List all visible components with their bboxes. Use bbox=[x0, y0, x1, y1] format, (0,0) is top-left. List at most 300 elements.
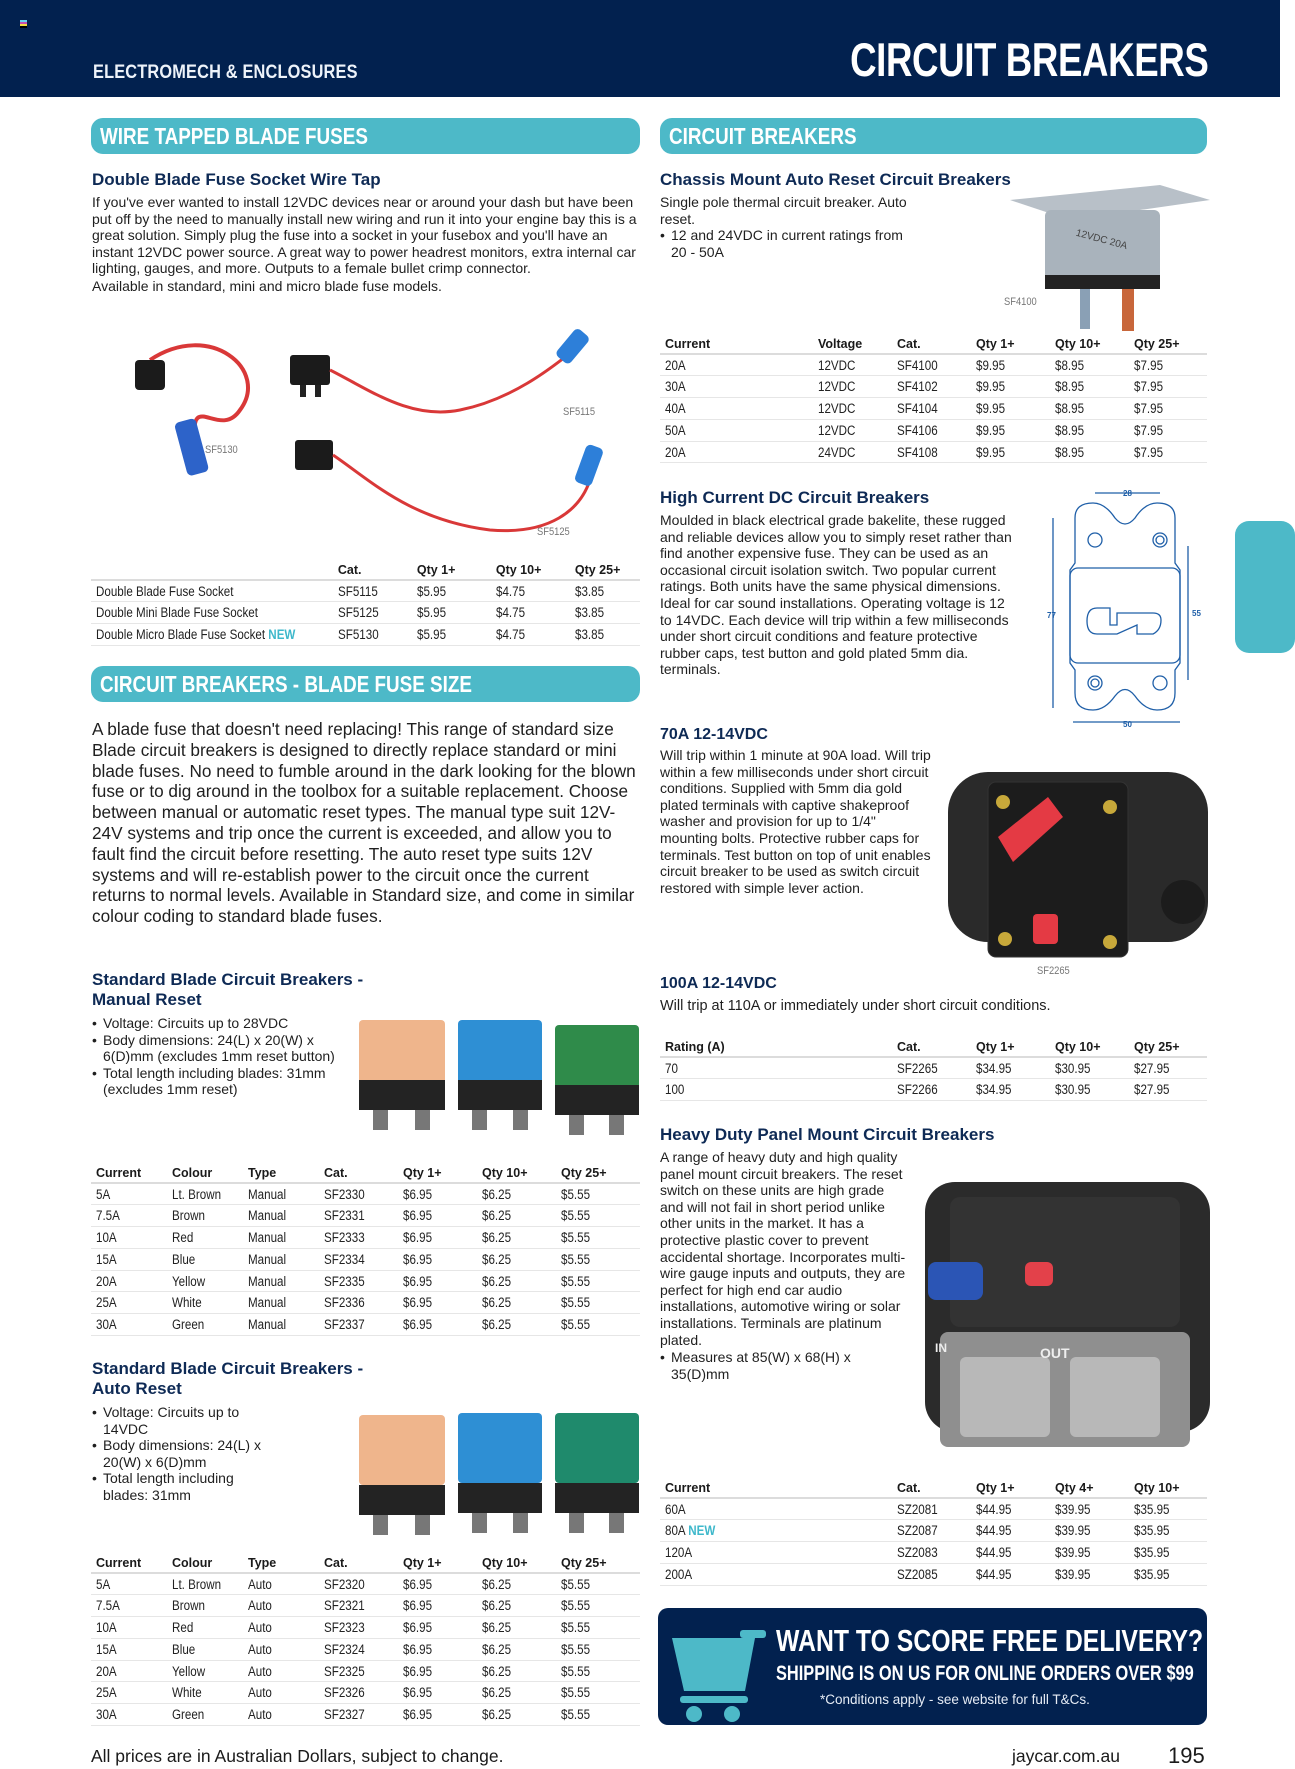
table-cell: Green bbox=[172, 1317, 205, 1333]
title-line: Auto Reset bbox=[92, 1379, 182, 1398]
blade-breakers-manual-image bbox=[355, 1015, 645, 1140]
banner-label: CIRCUIT BREAKERS bbox=[669, 123, 857, 149]
table-cell: Auto bbox=[248, 1619, 272, 1635]
table-row bbox=[660, 398, 1207, 420]
title-line: Manual Reset bbox=[92, 990, 202, 1009]
table-cell: Brown bbox=[172, 1208, 205, 1224]
table-cell: $6.95 bbox=[403, 1619, 433, 1635]
image-caption: SF5130 bbox=[205, 444, 238, 456]
variant-title: 70A 12-14VDC bbox=[660, 726, 768, 743]
table-cell: 12VDC bbox=[818, 379, 856, 395]
table-cell: $9.95 bbox=[976, 357, 1006, 373]
table-cell: $6.25 bbox=[482, 1251, 512, 1267]
table-cell: Manual bbox=[248, 1251, 287, 1267]
product-name: Double Mini Blade Fuse Socket bbox=[96, 605, 258, 621]
column-header: Qty 1+ bbox=[971, 1478, 1050, 1498]
spec-item: • Total length including blades: 31mm (excludes 1mm reset) bbox=[92, 1065, 352, 1098]
column-header: Qty 10+ bbox=[1050, 1037, 1129, 1057]
table-cell: $6.25 bbox=[482, 1576, 512, 1592]
table-cell: Manual bbox=[248, 1208, 287, 1224]
table-row bbox=[660, 354, 1207, 376]
table-cell: SF2334 bbox=[324, 1251, 365, 1267]
column-header: Type bbox=[243, 1553, 319, 1573]
table-row bbox=[91, 1227, 640, 1249]
product-name: Double Blade Fuse Socket bbox=[96, 583, 234, 599]
table-row bbox=[91, 1270, 640, 1292]
table-cell: 12VDC bbox=[818, 422, 856, 438]
table-cell: 12VDC bbox=[818, 357, 856, 373]
column-header: Current bbox=[660, 334, 813, 354]
price: $39.95 bbox=[1055, 1501, 1091, 1517]
title-line: Standard Blade Circuit Breakers - bbox=[92, 970, 364, 989]
page-title: CIRCUIT BREAKERS bbox=[849, 33, 1208, 86]
table-cell: SF4100 bbox=[897, 357, 938, 373]
spec-item: • 12 and 24VDC in current ratings from 20 - 50A bbox=[660, 227, 910, 260]
column-header: Colour bbox=[167, 1553, 243, 1573]
spec-list bbox=[92, 1404, 277, 1504]
table-cell: 10A bbox=[96, 1229, 117, 1245]
table-cell: Auto bbox=[248, 1685, 272, 1701]
table-cell: 5A bbox=[96, 1576, 111, 1592]
cat-number: SZ2085 bbox=[897, 1566, 938, 1582]
table-cell: $34.95 bbox=[976, 1060, 1012, 1076]
product-title: Heavy Duty Panel Mount Circuit Breakers bbox=[660, 1125, 995, 1144]
current-value: 120A bbox=[665, 1544, 693, 1560]
table-row bbox=[660, 1498, 1207, 1520]
table-row bbox=[91, 1595, 640, 1617]
column-header: Qty 10+ bbox=[477, 1163, 556, 1183]
table-cell: $6.95 bbox=[403, 1186, 433, 1202]
column-header: Qty 1+ bbox=[971, 334, 1050, 354]
table-cell: Lt. Brown bbox=[172, 1576, 222, 1592]
description-text: A range of heavy duty and high quality panel mount circuit breakers. The reset switch on these units are high grade and will not fail in short period unlike other units in the market. It has a protective plastic cover to prevent accidental shortage. Incorporates multi-wire gauge inputs and outputs, they are perfect for high end car audio installations, automotive wiring or solar installations. Terminals are platinum plated. bbox=[660, 1149, 906, 1348]
table-cell: 5A bbox=[96, 1186, 111, 1202]
color-registration-mark bbox=[20, 20, 27, 28]
table-cell: Auto bbox=[248, 1576, 272, 1592]
product-description bbox=[92, 194, 644, 295]
table-cell: SF2323 bbox=[324, 1619, 365, 1635]
section-side-tab bbox=[1235, 521, 1295, 653]
column-header: Qty 25+ bbox=[556, 1163, 640, 1183]
table-cell: $9.95 bbox=[976, 379, 1006, 395]
table-cell: Manual bbox=[248, 1295, 287, 1311]
price: $4.75 bbox=[495, 583, 525, 599]
column-header: Qty 25+ bbox=[570, 560, 640, 580]
table-cell: SF2325 bbox=[324, 1663, 365, 1679]
spec-item: • Voltage: Circuits up to 28VDC bbox=[92, 1015, 352, 1032]
column-header: Qty 1+ bbox=[398, 1163, 477, 1183]
table-cell: Red bbox=[172, 1619, 194, 1635]
table-cell: $5.55 bbox=[561, 1208, 591, 1224]
table-cell: $5.55 bbox=[561, 1186, 591, 1202]
table-row bbox=[91, 1617, 640, 1639]
current-value: 60A bbox=[665, 1501, 686, 1517]
svg-text:IN: IN bbox=[935, 1341, 947, 1355]
table-cell: 15A bbox=[96, 1251, 117, 1267]
table-cell: Auto bbox=[248, 1598, 272, 1614]
cat-number: SZ2087 bbox=[897, 1523, 938, 1539]
table-cell: 7.5A bbox=[96, 1598, 120, 1614]
table-row bbox=[660, 1057, 1207, 1079]
table-cell: $9.95 bbox=[976, 400, 1006, 416]
product-name: Double Micro Blade Fuse Socket bbox=[96, 626, 266, 642]
table-cell: Brown bbox=[172, 1598, 205, 1614]
table-cell: $5.55 bbox=[561, 1251, 591, 1267]
table-cell: $6.95 bbox=[403, 1707, 433, 1723]
column-header: Qty 1+ bbox=[412, 560, 491, 580]
table-row bbox=[660, 1079, 1207, 1101]
table-cell: 20A bbox=[665, 444, 686, 460]
table-cell: Blue bbox=[172, 1641, 196, 1657]
column-header: Current bbox=[660, 1478, 892, 1498]
table-cell: $6.95 bbox=[403, 1295, 433, 1311]
table-cell: 15A bbox=[96, 1641, 117, 1657]
image-caption: SF5115 bbox=[563, 406, 596, 418]
table-cell: $8.95 bbox=[1055, 400, 1085, 416]
column-header bbox=[91, 560, 333, 580]
table-cell: SF2333 bbox=[324, 1229, 365, 1245]
section-label: ELECTROMECH & ENCLOSURES bbox=[93, 62, 358, 83]
table-cell: SF2266 bbox=[897, 1082, 938, 1098]
table-cell: $6.25 bbox=[482, 1295, 512, 1311]
variant-title: 100A 12-14VDC bbox=[660, 975, 777, 992]
current-value: 80A bbox=[665, 1523, 686, 1539]
new-badge: NEW bbox=[688, 1523, 716, 1539]
high-current-breaker-image bbox=[938, 752, 1218, 962]
price: $39.95 bbox=[1055, 1523, 1091, 1539]
product-title: Chassis Mount Auto Reset Circuit Breakers bbox=[660, 170, 1011, 189]
table-cell: SF4104 bbox=[897, 400, 938, 416]
table-cell: $6.95 bbox=[403, 1229, 433, 1245]
table-cell: $6.25 bbox=[482, 1641, 512, 1657]
price-table-heavy-duty bbox=[660, 1478, 1207, 1586]
spec-item: • Body dimensions: 24(L) x 20(W) x 6(D)mm (excludes 1mm reset button) bbox=[92, 1032, 352, 1065]
table-cell: $5.55 bbox=[561, 1619, 591, 1635]
product-title: Double Blade Fuse Socket Wire Tap bbox=[92, 170, 381, 189]
table-cell: Yellow bbox=[172, 1273, 206, 1289]
website-link[interactable]: jaycar.com.au bbox=[1012, 1746, 1120, 1766]
table-cell: $6.95 bbox=[403, 1663, 433, 1679]
price: $35.95 bbox=[1134, 1523, 1170, 1539]
column-header: Qty 10+ bbox=[477, 1553, 556, 1573]
table-cell: $8.95 bbox=[1055, 379, 1085, 395]
table-cell: 50A bbox=[665, 422, 686, 438]
shopping-cart-icon bbox=[670, 1626, 770, 1716]
column-header: Colour bbox=[167, 1163, 243, 1183]
table-cell: $6.25 bbox=[482, 1707, 512, 1723]
table-row bbox=[91, 1248, 640, 1270]
image-caption: SF2265 bbox=[1037, 965, 1070, 977]
price: $3.85 bbox=[574, 583, 604, 599]
table-cell: $8.95 bbox=[1055, 357, 1085, 373]
table-cell: $5.55 bbox=[561, 1663, 591, 1679]
price: $44.95 bbox=[976, 1566, 1012, 1582]
table-cell: SF2265 bbox=[897, 1060, 938, 1076]
svg-text:28: 28 bbox=[1123, 489, 1132, 498]
price: $3.85 bbox=[574, 626, 604, 642]
table-cell: $6.95 bbox=[403, 1685, 433, 1701]
price-table-wire-tap bbox=[91, 560, 640, 646]
table-row bbox=[660, 419, 1207, 441]
table-cell: $6.95 bbox=[403, 1208, 433, 1224]
promo-headline: WANT TO SCORE FREE DELIVERY? bbox=[776, 1623, 1204, 1658]
table-row bbox=[91, 602, 640, 624]
table-cell: $30.95 bbox=[1055, 1082, 1091, 1098]
table-cell: SF2327 bbox=[324, 1707, 365, 1723]
table-row bbox=[91, 1292, 640, 1314]
price: $39.95 bbox=[1055, 1544, 1091, 1560]
column-header: Voltage bbox=[813, 334, 892, 354]
table-row bbox=[660, 1542, 1207, 1564]
table-cell: $5.55 bbox=[561, 1641, 591, 1657]
table-row bbox=[91, 1205, 640, 1227]
table-cell: $6.95 bbox=[403, 1317, 433, 1333]
table-cell: $6.25 bbox=[482, 1186, 512, 1202]
table-cell: SF2336 bbox=[324, 1295, 365, 1311]
table-row bbox=[91, 1682, 640, 1704]
table-cell: Green bbox=[172, 1707, 205, 1723]
price: $4.75 bbox=[495, 626, 525, 642]
table-cell: $8.95 bbox=[1055, 422, 1085, 438]
table-cell: SF4108 bbox=[897, 444, 938, 460]
spec-item: • Total length including blades: 31mm bbox=[92, 1470, 277, 1503]
table-cell: $6.95 bbox=[403, 1251, 433, 1267]
column-header: Current bbox=[91, 1163, 167, 1183]
svg-text:50: 50 bbox=[1123, 720, 1132, 729]
svg-text:55: 55 bbox=[1192, 609, 1201, 618]
table-cell: $5.55 bbox=[561, 1295, 591, 1311]
price: $35.95 bbox=[1134, 1544, 1170, 1560]
price: $39.95 bbox=[1055, 1566, 1091, 1582]
table-cell: $7.95 bbox=[1134, 444, 1164, 460]
banner-label: CIRCUIT BREAKERS - BLADE FUSE SIZE bbox=[100, 671, 472, 697]
table-row bbox=[91, 1573, 640, 1595]
table-cell: $6.25 bbox=[482, 1208, 512, 1224]
current-value: 200A bbox=[665, 1566, 693, 1582]
table-cell: $5.55 bbox=[561, 1317, 591, 1333]
table-cell: $5.55 bbox=[561, 1598, 591, 1614]
table-cell: Lt. Brown bbox=[172, 1186, 222, 1202]
promo-subheadline: SHIPPING IS ON US FOR ONLINE ORDERS OVER $99 bbox=[776, 1662, 1194, 1685]
price: $44.95 bbox=[976, 1523, 1012, 1539]
cat-number: SZ2083 bbox=[897, 1544, 938, 1560]
table-cell: Auto bbox=[248, 1663, 272, 1679]
heavy-duty-breaker-image bbox=[920, 1172, 1220, 1457]
spec-item: • Measures at 85(W) x 68(H) x 35(D)mm bbox=[660, 1349, 910, 1382]
product-title bbox=[92, 970, 363, 1010]
table-cell: White bbox=[172, 1295, 202, 1311]
price-table-high-current bbox=[660, 1037, 1207, 1101]
price: $44.95 bbox=[976, 1544, 1012, 1560]
table-cell: $30.95 bbox=[1055, 1060, 1091, 1076]
table-cell: $9.95 bbox=[976, 444, 1006, 460]
image-caption: SF4100 bbox=[1004, 296, 1037, 308]
table-cell: SF4102 bbox=[897, 379, 938, 395]
table-cell: $34.95 bbox=[976, 1082, 1012, 1098]
banner-wire-tapped bbox=[91, 118, 640, 154]
column-header: Qty 10+ bbox=[1050, 334, 1129, 354]
table-cell: 40A bbox=[665, 400, 686, 416]
table-cell: 70 bbox=[665, 1060, 678, 1076]
table-cell: SF2321 bbox=[324, 1598, 365, 1614]
table-cell: $6.95 bbox=[403, 1598, 433, 1614]
table-cell: $27.95 bbox=[1134, 1082, 1170, 1098]
column-header: Cat. bbox=[319, 1163, 398, 1183]
column-header: Qty 25+ bbox=[1129, 1037, 1207, 1057]
page-number: 195 bbox=[1168, 1743, 1205, 1768]
table-cell: $7.95 bbox=[1134, 357, 1164, 373]
table-cell: 10A bbox=[96, 1619, 117, 1635]
price: $35.95 bbox=[1134, 1566, 1170, 1582]
column-header: Rating (A) bbox=[660, 1037, 892, 1057]
dimension-diagram bbox=[1035, 488, 1201, 729]
spec-item: • Voltage: Circuits up to 14VDC bbox=[92, 1404, 277, 1437]
table-cell: Manual bbox=[248, 1186, 287, 1202]
spec-list bbox=[92, 1015, 352, 1098]
table-cell: $7.95 bbox=[1134, 400, 1164, 416]
table-row bbox=[91, 624, 640, 646]
table-cell: 20A bbox=[96, 1273, 117, 1289]
table-cell: White bbox=[172, 1685, 202, 1701]
table-cell: $6.25 bbox=[482, 1273, 512, 1289]
column-header: Qty 10+ bbox=[491, 560, 570, 580]
table-row bbox=[91, 1314, 640, 1336]
table-cell: $27.95 bbox=[1134, 1060, 1170, 1076]
svg-text:12VDC 20A: 12VDC 20A bbox=[1074, 227, 1129, 253]
cat-number: SF5115 bbox=[337, 583, 378, 599]
table-cell: 25A bbox=[96, 1295, 117, 1311]
column-header: Cat. bbox=[319, 1553, 398, 1573]
table-cell: Manual bbox=[248, 1229, 287, 1245]
blade-breakers-auto-image bbox=[355, 1410, 645, 1540]
table-row bbox=[91, 1704, 640, 1726]
availability-text: Available in standard, mini and micro blade fuse models. bbox=[92, 277, 442, 294]
table-cell: SF2320 bbox=[324, 1576, 365, 1592]
free-delivery-promo[interactable] bbox=[658, 1608, 1207, 1725]
table-cell: SF2335 bbox=[324, 1273, 365, 1289]
table-cell: Yellow bbox=[172, 1663, 206, 1679]
footer-note: All prices are in Australian Dollars, subject to change. bbox=[91, 1746, 504, 1766]
table-cell: $5.55 bbox=[561, 1273, 591, 1289]
table-cell: 30A bbox=[96, 1317, 117, 1333]
column-header: Qty 4+ bbox=[1050, 1478, 1129, 1498]
column-header: Cat. bbox=[892, 1478, 971, 1498]
price: $5.95 bbox=[416, 626, 446, 642]
promo-conditions: *Conditions apply - see website for full T&Cs. bbox=[820, 1692, 1090, 1707]
price: $3.85 bbox=[574, 605, 604, 621]
table-cell: $5.55 bbox=[561, 1685, 591, 1701]
table-cell: 25A bbox=[96, 1685, 117, 1701]
cat-number: SF5125 bbox=[337, 605, 379, 621]
product-title bbox=[92, 1359, 363, 1399]
table-cell: Manual bbox=[248, 1317, 287, 1333]
price-table-manual-reset bbox=[91, 1163, 640, 1336]
price: $44.95 bbox=[976, 1501, 1012, 1517]
table-cell: SF2326 bbox=[324, 1685, 365, 1701]
column-header: Qty 25+ bbox=[556, 1553, 640, 1573]
table-row bbox=[660, 1520, 1207, 1542]
price: $4.75 bbox=[495, 605, 525, 621]
fuse-wire-tap-image bbox=[110, 330, 630, 550]
table-cell: $7.95 bbox=[1134, 379, 1164, 395]
new-badge: NEW bbox=[268, 626, 296, 642]
price-table-auto-reset bbox=[91, 1553, 640, 1726]
banner-circuit-breakers bbox=[660, 118, 1207, 154]
column-header: Type bbox=[243, 1163, 319, 1183]
column-header: Qty 25+ bbox=[1129, 334, 1207, 354]
svg-text:OUT: OUT bbox=[1040, 1345, 1070, 1361]
table-row bbox=[660, 441, 1207, 463]
table-cell: 24VDC bbox=[818, 444, 856, 460]
table-cell: $8.95 bbox=[1055, 444, 1085, 460]
table-row bbox=[660, 1563, 1207, 1585]
table-cell: $6.25 bbox=[482, 1619, 512, 1635]
table-cell: $5.55 bbox=[561, 1576, 591, 1592]
column-header: Qty 1+ bbox=[971, 1037, 1050, 1057]
column-header: Qty 1+ bbox=[398, 1553, 477, 1573]
table-cell: SF4106 bbox=[897, 422, 938, 438]
price: $5.95 bbox=[416, 605, 446, 621]
table-cell: $5.55 bbox=[561, 1229, 591, 1245]
page-header bbox=[0, 0, 1280, 97]
table-row bbox=[660, 376, 1207, 398]
column-header: Cat. bbox=[892, 1037, 971, 1057]
table-cell: $6.25 bbox=[482, 1598, 512, 1614]
svg-text:77: 77 bbox=[1047, 611, 1056, 620]
image-caption: SF5125 bbox=[537, 526, 570, 538]
variant-description: Will trip within 1 minute at 90A load. Will trip within a few milliseconds under short circuit conditions. Supplied with 5mm dia gold plated terminals with captive shakeproof washer and provision for up to 1/4" mounting bolts. Protective rubber caps for terminals. Test button on top of unit enables circuit breaker to be used as switch circuit restored with simple lever action. bbox=[660, 747, 931, 896]
table-cell: $6.25 bbox=[482, 1317, 512, 1333]
table-cell: SF2324 bbox=[324, 1641, 365, 1657]
table-cell: 20A bbox=[665, 357, 686, 373]
price: $35.95 bbox=[1134, 1501, 1170, 1517]
table-cell: SF2330 bbox=[324, 1186, 365, 1202]
table-cell: Auto bbox=[248, 1641, 272, 1657]
table-row bbox=[91, 580, 640, 602]
table-cell: 100 bbox=[665, 1082, 685, 1098]
column-header: Cat. bbox=[333, 560, 412, 580]
table-cell: 30A bbox=[665, 379, 686, 395]
product-description bbox=[660, 194, 910, 260]
chassis-breaker-image bbox=[1010, 180, 1210, 340]
table-cell: Red bbox=[172, 1229, 194, 1245]
table-cell: Manual bbox=[248, 1273, 287, 1289]
table-cell: $7.95 bbox=[1134, 422, 1164, 438]
cat-number: SZ2081 bbox=[897, 1501, 938, 1517]
banner-label: WIRE TAPPED BLADE FUSES bbox=[100, 123, 368, 149]
product-title: High Current DC Circuit Breakers bbox=[660, 488, 930, 507]
cat-number: SF5130 bbox=[337, 626, 379, 642]
table-cell: 20A bbox=[96, 1663, 117, 1679]
title-line: Standard Blade Circuit Breakers - bbox=[92, 1359, 364, 1378]
product-description: Moulded in black electrical grade bakelite, these rugged and reliable devices allow you to simply reset rather than find another expensive fuse. They can be used as an occasional circuit isolation switch. Two popular current ratings. Both units have the same physical dimensions. Ideal for car sound installations. Operating voltage is 12 to 14VDC. Each device will trip within a few milliseconds under short circuit conditions and feature protective rubber caps, test button and gold plated 5mm dia. terminals. bbox=[660, 512, 1012, 678]
spec-item: • Body dimensions: 24(L) x 20(W) x 6(D)mm bbox=[92, 1437, 277, 1470]
table-row bbox=[91, 1660, 640, 1682]
description-text: If you've ever wanted to install 12VDC devices near or around your dash but have been put off by the need to manually install new wiring and run it into your engine bay this is a great solution. Simply plug the fuse into a socket in your fusebox and you'll have an instant 12VDC power source. A great way to power headrest monitors, extra internal car lighting, gauges, and more. Outputs to a female bullet crimp connector. bbox=[92, 194, 637, 277]
table-cell: 12VDC bbox=[818, 400, 856, 416]
table-cell: SF2337 bbox=[324, 1317, 365, 1333]
table-cell: $6.95 bbox=[403, 1576, 433, 1592]
column-header: Qty 10+ bbox=[1129, 1478, 1207, 1498]
table-cell: Auto bbox=[248, 1707, 272, 1723]
column-header: Current bbox=[91, 1553, 167, 1573]
table-cell: $6.25 bbox=[482, 1663, 512, 1679]
table-cell: $9.95 bbox=[976, 422, 1006, 438]
table-cell: $6.25 bbox=[482, 1685, 512, 1701]
banner-blade-fuse-size bbox=[91, 666, 640, 702]
table-row bbox=[91, 1638, 640, 1660]
table-cell: 7.5A bbox=[96, 1208, 120, 1224]
